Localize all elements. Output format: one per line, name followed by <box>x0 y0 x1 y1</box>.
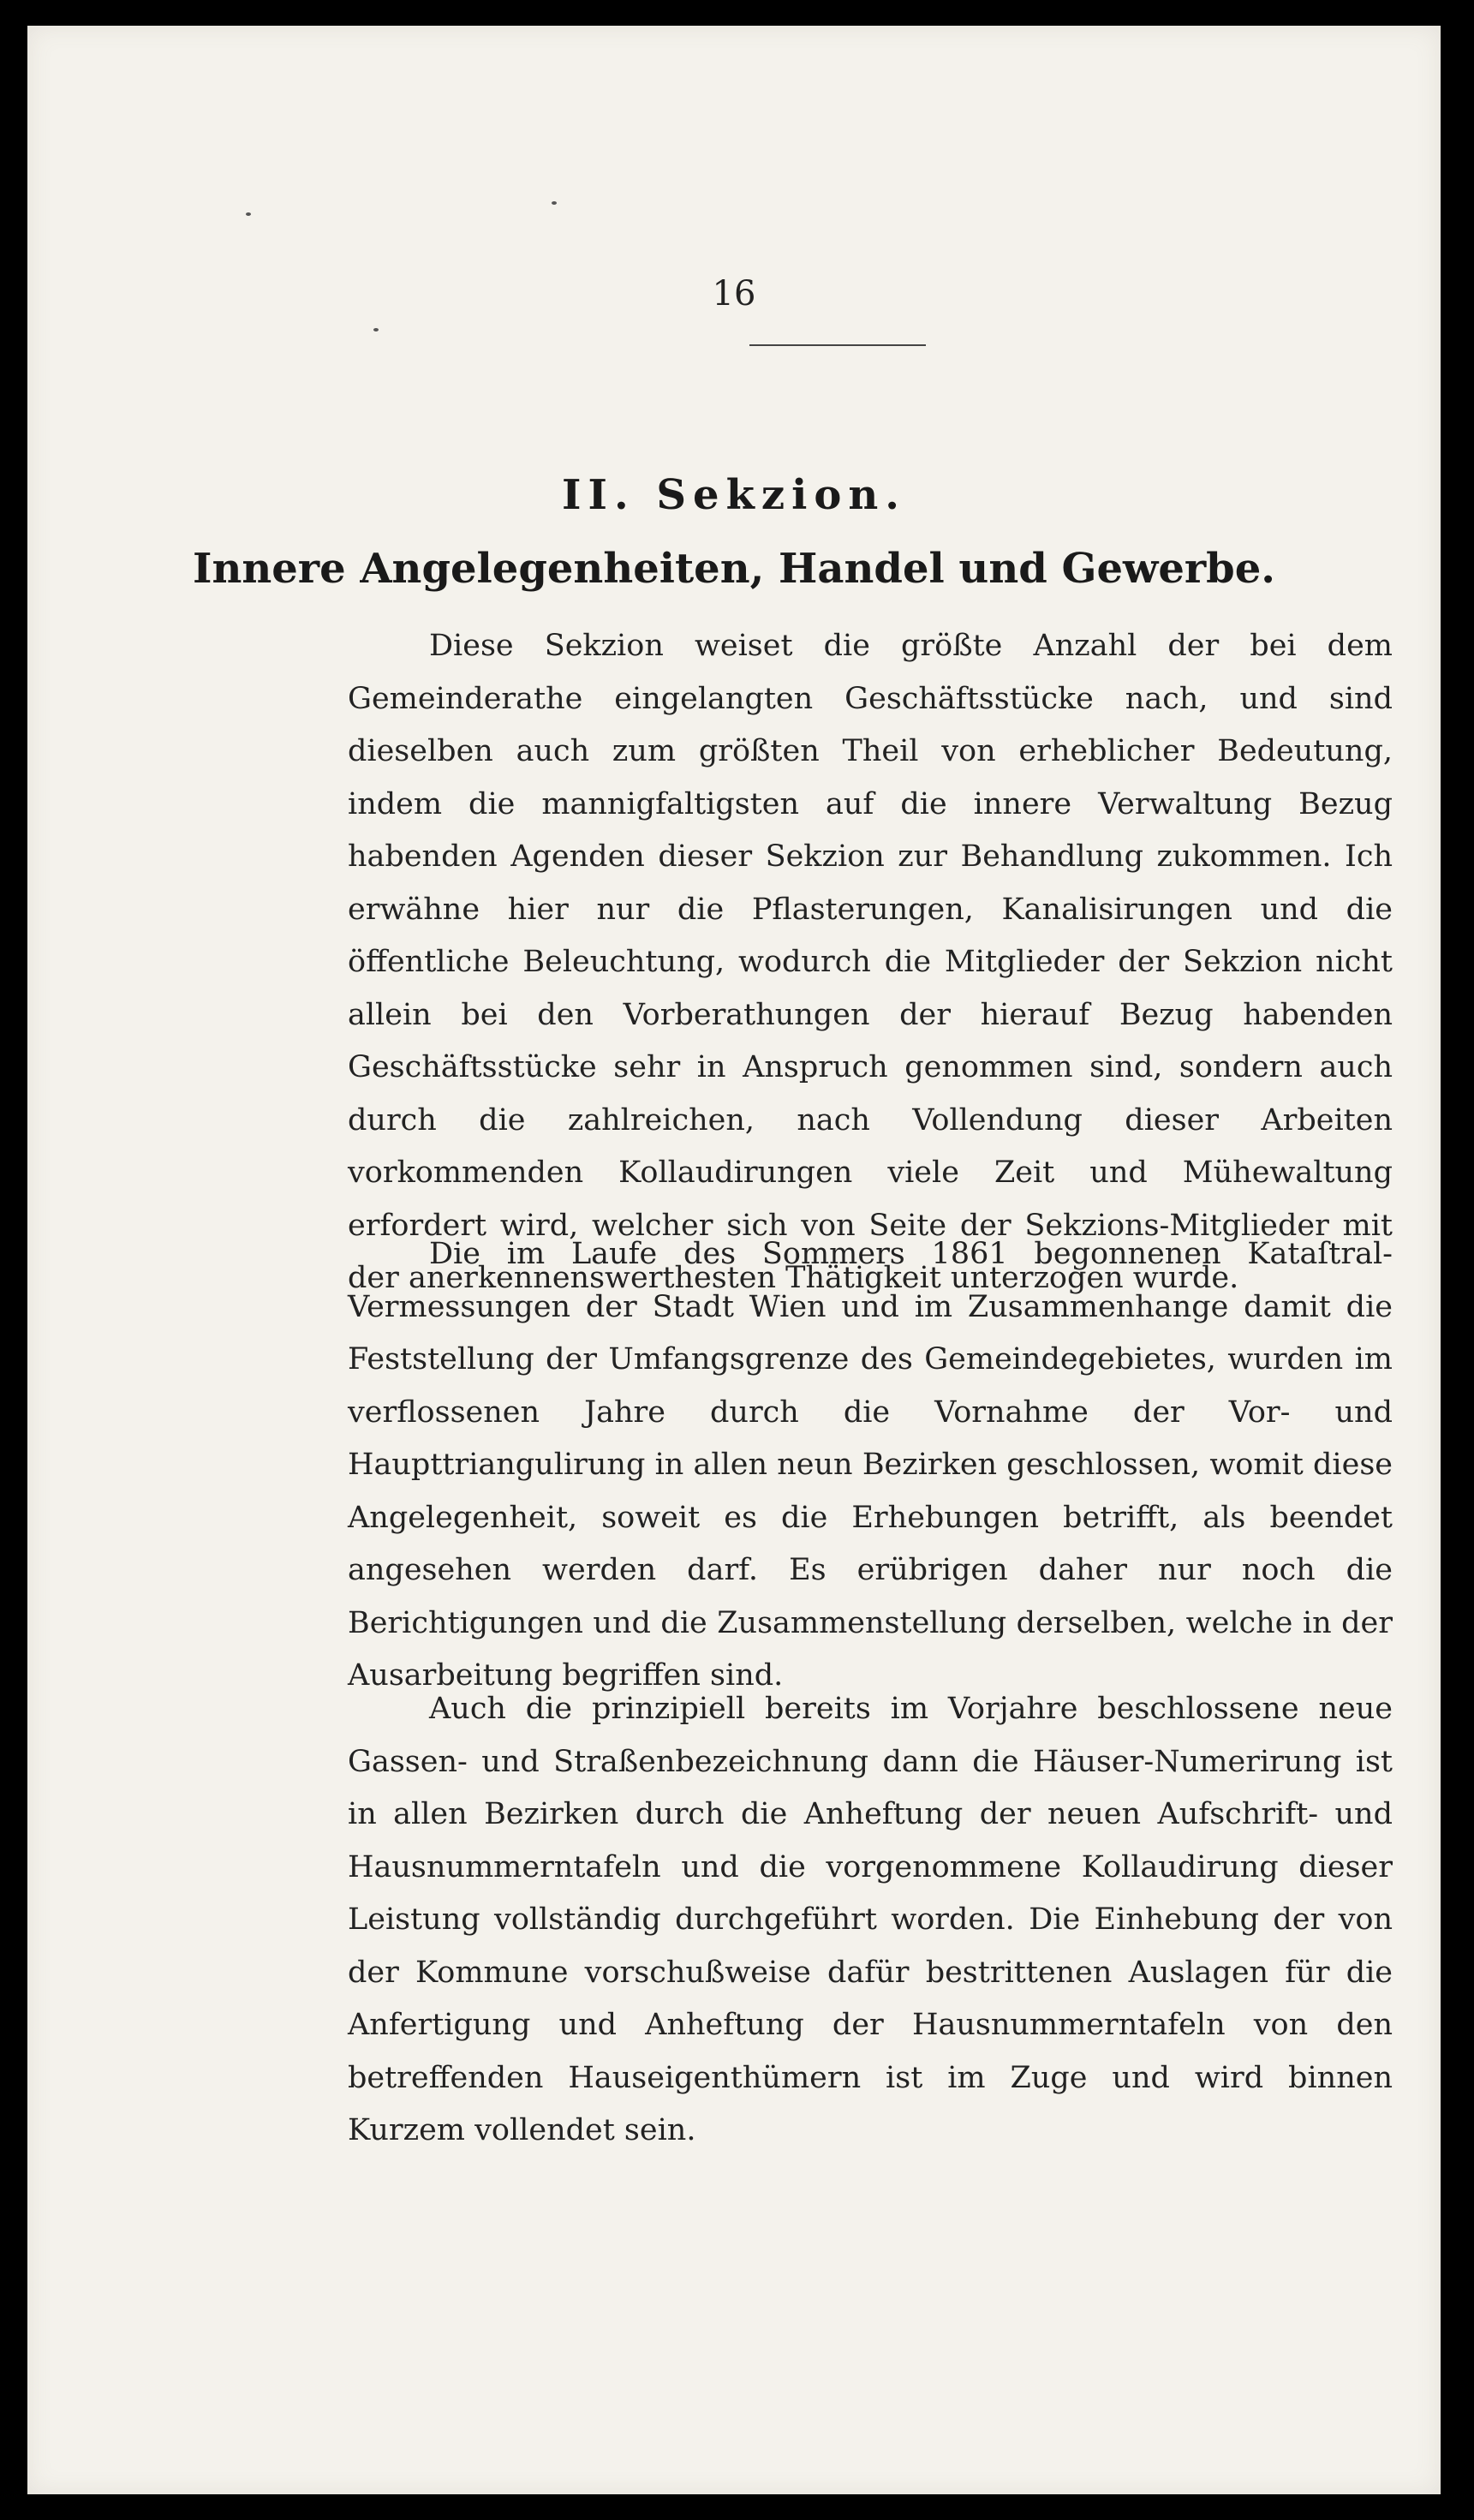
paragraph-text: Die im Laufe des Sommers 1861 begonnenen Kataſtral-Vermessungen der Stadt Wien und im Zusammenhange damit die Feststellung der Umfangsgrenze des Gemeindegebietes, wurden im verflossenen Jahre durch die Vornahme der Vor- und Haupttriangulirung in allen neun Bezirken geschlossen, womit diese Angelegenheit, soweit es die Erhebungen betrifft, als beendet angesehen werden darf. Es erübrigen daher nur noch die Berichtigungen und die Zusammenstellung derselben, welche in der Ausarbeitung begriffen sind. <box>348 1237 1393 1693</box>
paragraph-text: Auch die prinzipiell bereits im Vorjahre beschlossene neue Gassen- und Straßenbezeichnung dann die Häuser-Numerirung ist in allen Bezirken durch die Anheftung der neuen Aufschrift- und Hausnummerntafeln und die vorgenommene Kollaudirung dieser Leistung vollständig durchgeführt worden. Die Einhebung der von der Kommune vorschußweise dafür bestrittenen Auslagen für die Anfertigung und Anheftung der Hausnummerntafeln von den betreffenden Hauseigenthümern ist im Zuge und wird binnen Kurzem vollendet sein. <box>348 1692 1393 2147</box>
section-title: II. Sekzion. <box>562 471 906 519</box>
page-number-rule <box>749 344 926 346</box>
document-page <box>27 26 1441 2494</box>
paragraph-kataster-vermessung <box>348 1228 1393 1703</box>
paragraph-text: Diese Sekzion weiset die größte Anzahl der bei dem Gemeinderathe eingelangten Geschäftsstücke nach, und sind dieselben auch zum größten Theil von erheblicher Bedeutung, indem die mannigfaltigsten auf die innere Verwaltung Bezug habenden Agenden dieser Sekzion zur Behandlung zukommen. Ich erwähne hier nur die Pflasterungen, Kanalisirungen und die öffentliche Beleuchtung, wodurch die Mitglieder der Sekzion nicht allein bei den Vorberathungen der hierauf Bezug habenden Geschäftsstücke sehr in Anspruch genommen sind, sondern auch durch die zahlreichen, nach Vollendung dieser Arbeiten vorkommenden Kollaudirungen viele Zeit und Mühewaltung erfordert wird, welcher sich von Seite der Sekzions-Mitglieder mit der anerkennenswerthesten Thätigkeit unterzogen wurde. <box>348 629 1393 1295</box>
page-number: 16 <box>712 274 756 314</box>
paper-speck <box>246 212 251 216</box>
paragraph-sekzion-overview <box>348 620 1393 1305</box>
section-subtitle: Innere Angelegenheiten, Handel und Gewerbe. <box>192 545 1275 593</box>
paragraph-strassenbezeichnung <box>348 1683 1393 2158</box>
paper-speck <box>552 201 557 205</box>
paper-speck <box>373 328 379 331</box>
